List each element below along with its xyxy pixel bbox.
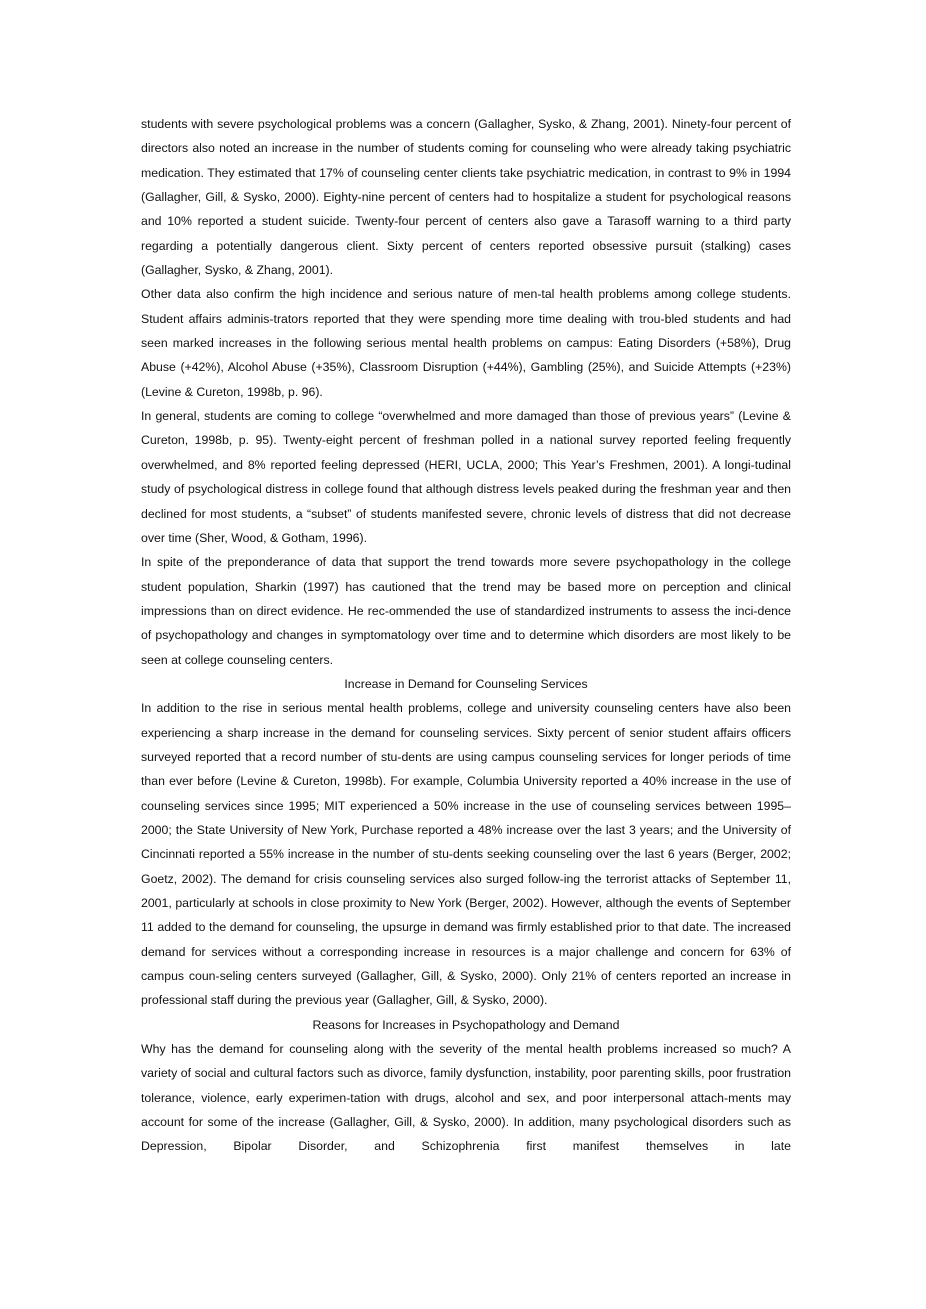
- paragraph-in-general: In general, students are coming to college “overwhelmed and more damaged than those of previous years” (Levine & Cureton, 1998b, p. 95). Twenty-eight percent of freshman polled in a national survey reported feeling frequently overwhelmed, and 8% reported feeling depressed (HERI, UCLA, 2000; This Year’s Freshmen, 2001). A longi-tudinal study of psychological distress in college found that although distress levels peaked during the freshman year and then declined for most students, a “subset” of students manifested severe, chronic levels of distress that did not decrease over time (Sher, Wood, & Gotham, 1996).: [141, 409, 791, 545]
- paragraph-reasons: Why has the demand for counseling along with the severity of the mental health problems increased so much? A variety of social and cultural factors such as divorce, family dysfunction, instability, poor parenting skills, poor frustration tolerance, violence, early experimen-tation with drugs, alcohol and sex, and poor interpersonal attach-ments may account for some of the increase (Gallagher, Gill, & Sysko, 2000). In addition, many psychological disorders such as Depression, Bipolar Disorder, and Schizophrenia first manifest themselves in late: [141, 1042, 791, 1154]
- document-page: [141, 112, 791, 1159]
- section-heading-demand: Increase in Demand for Counseling Services: [344, 676, 588, 691]
- paragraph-demand-increase: In addition to the rise in serious mental health problems, college and university counseling centers have also been experiencing a sharp increase in the demand for counseling services. Sixty percent of senior student affairs officers surveyed reported that a record number of stu-dents are using campus counseling services for longer periods of time than ever before (Levine & Cureton, 1998b). For example, Columbia University reported a 40% increase in the use of counseling services since 1995; MIT experienced a 50% increase in the use of counseling services between 1995–2000; the State University of New York, Purchase reported a 48% increase over the last 3 years; and the University of Cincinnati reported a 55% increase in the number of stu-dents seeking counseling over the last 6 years (Berger, 2002; Goetz, 2002). The demand for crisis counseling services also surged follow-ing the terrorist attacks of September 11, 2001, particularly at schools in close proximity to New York (Berger, 2002). However, although the events of September 11 added to the demand for counseling, the upsurge in demand was firmly established prior to that date. The increased demand for services without a corresponding increase in resources is a major challenge and concern for 63% of campus coun-seling centers surveyed (Gallagher, Gill, & Sysko, 2000). Only 21% of centers reported an increase in professional staff during the previous year (Gallagher, Gill, & Sysko, 2000).: [141, 701, 791, 1008]
- paragraph-in-spite: In spite of the preponderance of data that support the trend towards more severe psychopathology in the college student population, Sharkin (1997) has cautioned that the trend may be based more on perception and clinical impressions than on direct evidence. He rec-ommended the use of standardized instruments to assess the inci-dence of psychopathology and changes in symptomatology over time and to determine which disorders are most likely to be seen at college counseling centers.: [141, 555, 791, 667]
- paragraph-severe-problems: students with severe psychological problems was a concern (Gallagher, Sysko, & Zhang, 2001). Ninety-four percent of directors also noted an increase in the number of students coming for counseling who were already taking psychiatric medication. They estimated that 17% of counseling center clients take psychiatric medication, in contrast to 9% in 1994 (Gallagher, Gill, & Sysko, 2000). Eighty-nine percent of centers had to hospitalize a student for psychological reasons and 10% reported a student suicide. Twenty-four percent of centers also gave a Tarasoff warning to a third party regarding a potentially dangerous client. Sixty percent of centers reported obsessive pursuit (stalking) cases (Gallagher, Sysko, & Zhang, 2001).: [141, 117, 791, 278]
- paragraph-other-data: Other data also confirm the high incidence and serious nature of men-tal health problems among college students. Student affairs adminis-trators reported that they were spending more time dealing with trou-bled students and had seen marked increases in the following serious mental health problems on campus: Eating Disorders (+58%), Drug Abuse (+42%), Alcohol Abuse (+35%), Classroom Disruption (+44%), Gambling (25%), and Suicide Attempts (+23%) (Levine & Cureton, 1998b, p. 96).: [141, 287, 791, 399]
- section-heading-reasons: Reasons for Increases in Psychopathology and Demand: [312, 1017, 620, 1032]
